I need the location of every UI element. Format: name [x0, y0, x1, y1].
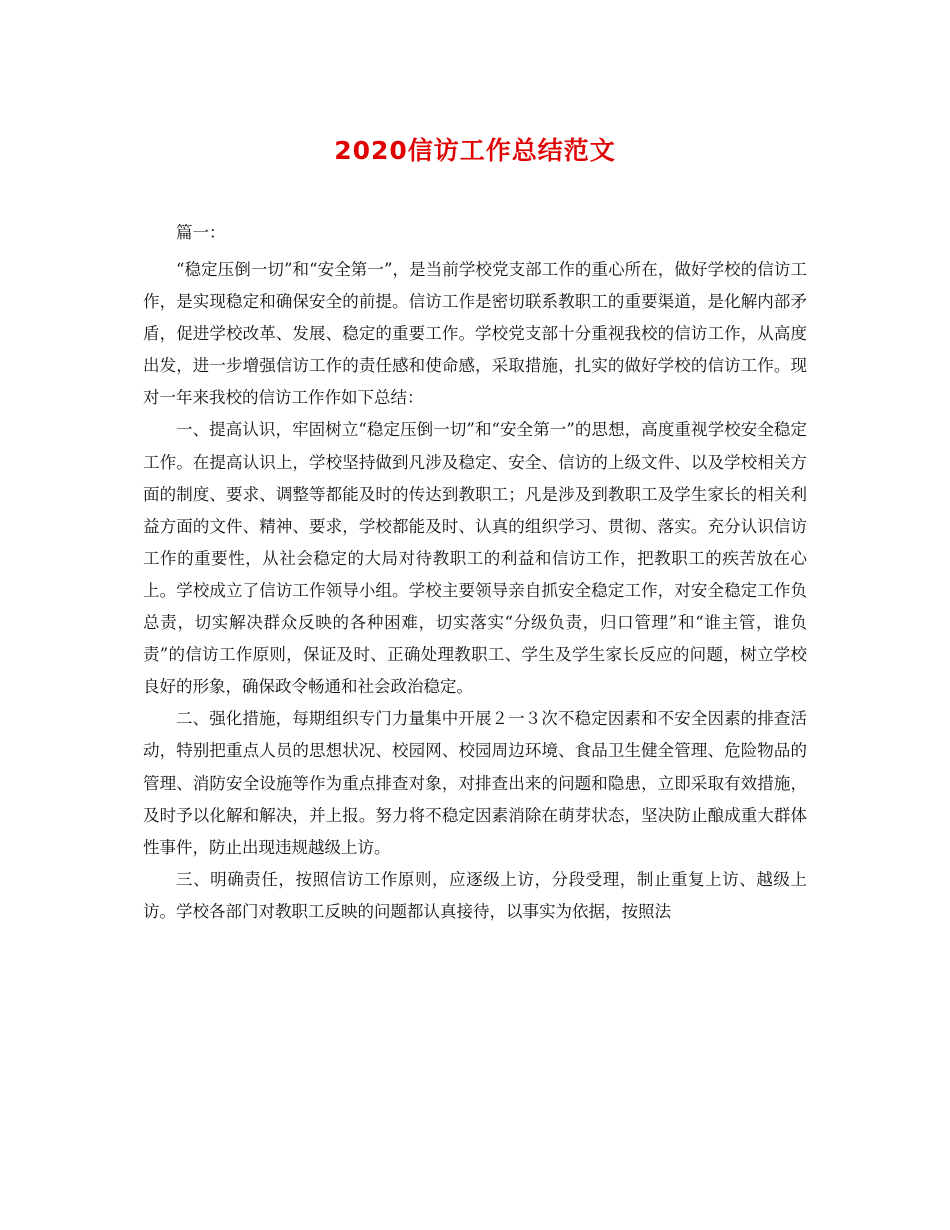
- paragraph-point-3: 三、明确责任，按照信访工作原则，应逐级上访，分段受理，制止重复上访、越级上访。学校各部门对教职工反映的问题都认真接待，以事实为依据，按照法: [143, 869, 807, 921]
- document-body: [143, 222, 807, 928]
- document-title: 2020信访工作总结范文: [334, 136, 616, 165]
- paragraph-intro: “稳定压倒一切”和“安全第一”，是当前学校党支部工作的重心所在，做好学校的信访工作，是实现稳定和确保安全的前提。信访工作是密切联系教职工的重要渠道，是化解内部矛盾，促进学校改革、发展、稳定的重要工作。学校党支部十分重视我校的信访工作，从高度出发，进一步增强信访工作的责任感和使命感，采取措施，扎实的做好学校的信访工作。现对一年来我校的信访工作作如下总结：: [143, 260, 807, 408]
- paragraph-point-1: 一、提高认识，牢固树立“稳定压倒一切”和“安全第一”的思想，高度重视学校安全稳定工作。在提高认识上，学校坚持做到凡涉及稳定、安全、信访的上级文件、以及学校相关方面的制度、要求、调整等都能及时的传达到教职工；凡是涉及到教职工及学生家长的相关利益方面的文件、精神、要求，学校都能及时、认真的组织学习、贯彻、落实。充分认识信访工作的重要性，从社会稳定的大局对待教职工的利益和信访工作，把教职工的疾苦放在心上。学校成立了信访工作领导小组。学校主要领导亲自抓安全稳定工作，对安全稳定工作负总责，切实解决群众反映的各种困难，切实落实“分级负责，归口管理”和“谁主管，谁负责”的信访工作原则，保证及时、正确处理教职工、学生及学生家长反应的问题，树立学校良好的形象，确保政令畅通和社会政治稳定。: [143, 420, 807, 697]
- paragraph-point-2: 二、强化措施，每期组织专门力量集中开展２一３次不稳定因素和不安全因素的排查活动，特别把重点人员的思想状况、校园网、校园周边环境、食品卫生健全管理、危险物品的管理、消防安全设施等作为重点排查对象，对排查出来的问题和隐患，立即采取有效措施，及时予以化解和解决，并上报。努力将不稳定因素消除在萌芽状态，坚决防止酿成重大群体性事件，防止出现违规越级上访。: [143, 709, 807, 857]
- section-label: 篇一：: [176, 223, 226, 242]
